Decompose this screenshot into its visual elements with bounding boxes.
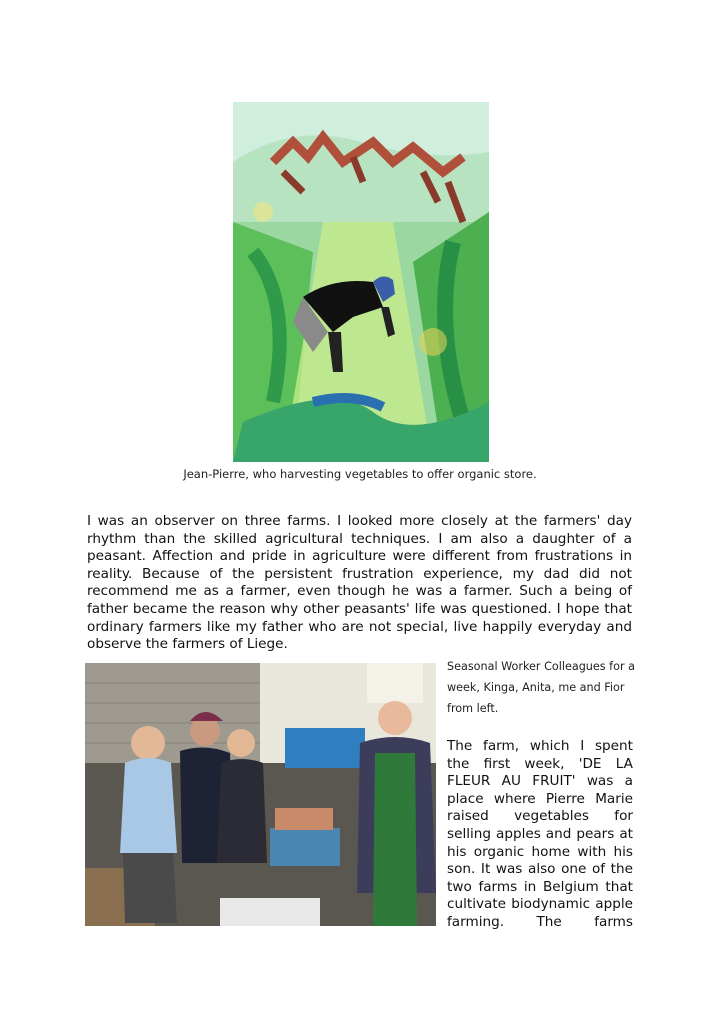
- photo-caption: Seasonal Worker Colleagues for a week, Kinga, Anita, me and Fior from left.: [447, 660, 635, 715]
- workers-photo: [85, 663, 436, 926]
- harvest-painting: [233, 102, 489, 462]
- painting-caption: Jean-Pierre, who harvesting vegetables to offer organic store.: [183, 467, 537, 481]
- farm-paragraph: The farm, which I spent the first week, 'DE LA FLEUR AU FRUIT' was a place where Pierre Marie raised vegetables for selling apples and pears at his organic home with his son. It was also one of the two farms in Belgium that cultivate biodynamic apple farming. The farms: [447, 738, 633, 930]
- intro-paragraph: I was an observer on three farms. I looked more closely at the farmers' day rhythm than the skilled agricultural techniques. I am also a daughter of a peasant. Affection and pride in agriculture were different from frustrations in reality. Because of the persistent frustration experience, my dad did not recommend me as a farmer, even though he was a farmer. Such a being of father became the reason why other peasants' life was questioned. I hope that ordinary farmers like my father who are not special, live happily everyday and observe the farmers of Liege.: [87, 513, 632, 653]
